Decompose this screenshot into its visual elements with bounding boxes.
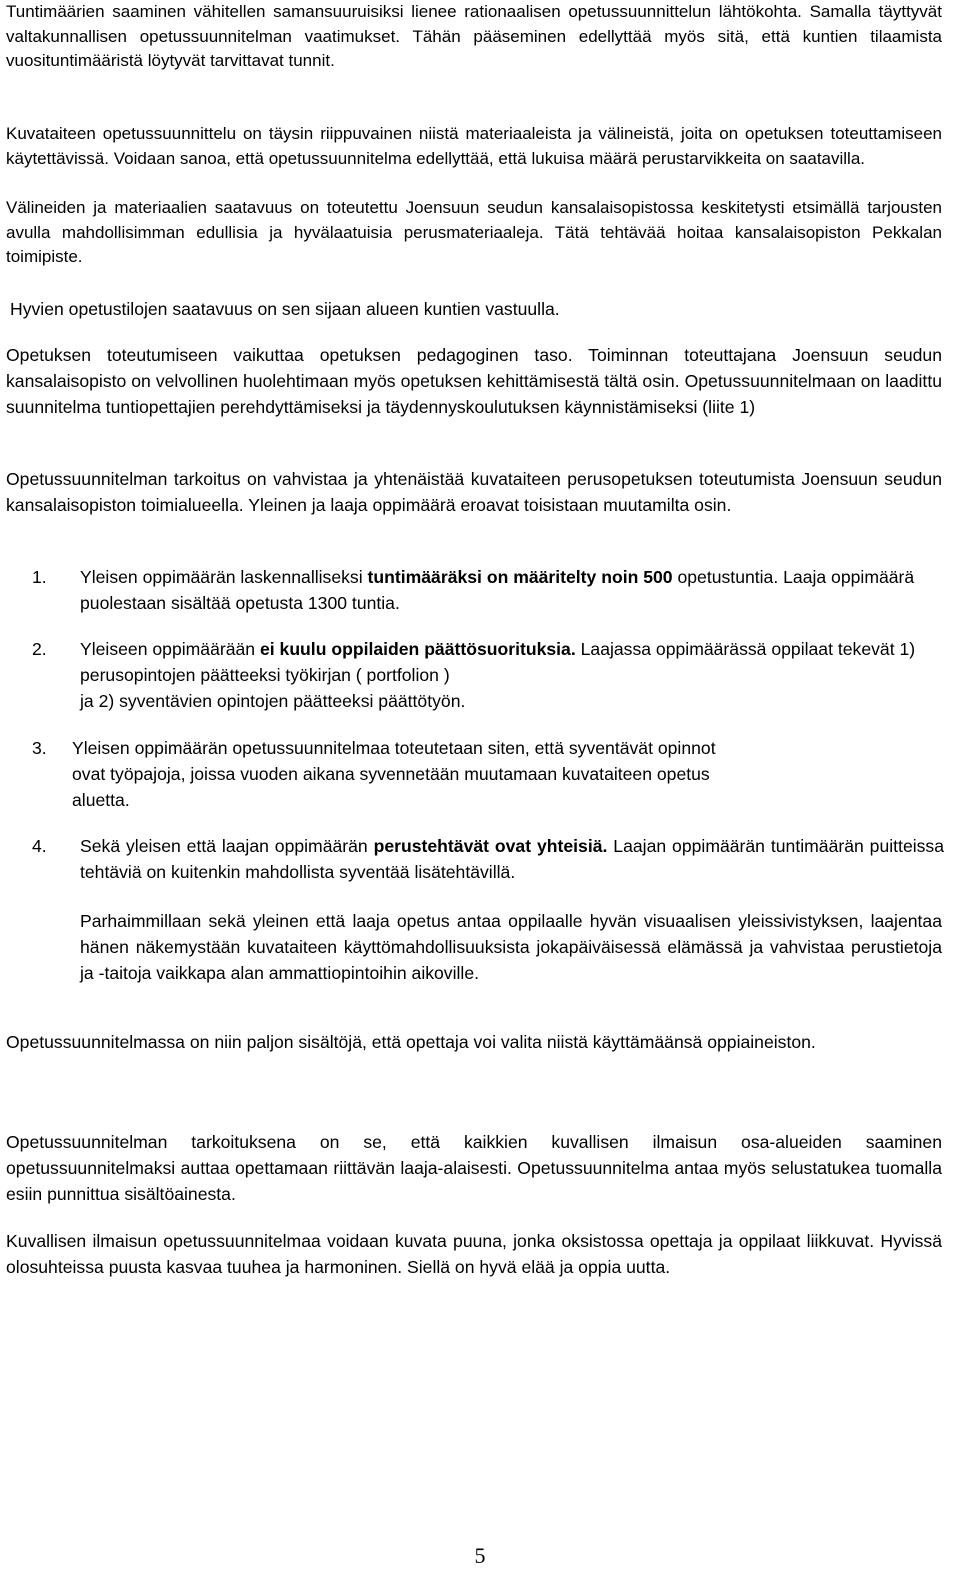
paragraph-general-education: Parhaimmillaan sekä yleinen että laaja opetus antaa oppilaalle hyvän visuaalisen yleissivistyksen, laajentaa hänen näkemystään kuvataiteen käyttömahdollisuuksista jokapäiväisessä elämässä ja vahvistaa perustietoja ja -taitoja vaikkapa alan ammattiopintoihin aikoville.	[80, 911, 942, 983]
paragraph-materials-availability: Välineiden ja materiaalien saatavuus on toteutettu Joensuun seudun kansalaisopistossa keskitetysti etsimällä tarjousten avulla mahdollisimman edullisia ja hyvälaatuisia perusmateriaaleja. Tätä tehtävää hoitaa kansalaisopiston Pekkalan toimipiste.	[6, 198, 942, 266]
list-item-text: Yleiseen oppimäärään ei kuulu oppilaiden päättösuorituksia. Laajassa oppimäärässä oppilaat tekevät 1) perusopintojen päätteeksi työkirjan ( portfolion )	[80, 639, 916, 685]
emphasis-text: perustehtävät ovat yhteisiä.	[373, 836, 608, 856]
paragraph-teaching-spaces: Hyvien opetustilojen saatavuus on sen sijaan alueen kuntien vastuulla.	[10, 299, 560, 319]
paragraph-materials-dependency: Kuvataiteen opetussuunnittelu on täysin riippuvainen niistä materiaaleista ja välineistä, joita on opetuksen toteuttamiseen käytettävissä. Voidaan sanoa, että opetussuunnitelma edellyttää, että lukuisa määrä perustarvikkeita on saatavilla.	[6, 124, 942, 168]
paragraph-hour-quotas: Tuntimäärien saaminen vähitellen samansuuruisiksi lienee rationaalisen opetussuunnittelun lähtökohta. Samalla täyttyvät valtakunnallisen opetussuunnitelman vaatimukset. Tähän pääseminen edellyttää myös sitä, että kuntien tilaamista vuosituntimääristä löytyvät tarvittavat tunnit.	[6, 2, 942, 70]
list-item	[32, 833, 944, 885]
list-item-text: Yleisen oppimäärän opetussuunnitelmaa toteutetaan siten, että syventävät opinnot	[72, 738, 716, 758]
list-item-number: 4.	[32, 836, 47, 856]
list-item	[32, 564, 944, 616]
list-item-number: 2.	[32, 639, 47, 659]
paragraph-content-choice: Opetussuunnitelmassa on niin paljon sisältöjä, että opettaja voi valita niistä käyttämäänsä oppiaineiston.	[6, 1032, 816, 1052]
paragraph-broad-teaching: Opetussuunnitelman tarkoituksena on se, että kaikkien kuvallisen ilmaisun osa-alueiden saaminen opetussuunnitelmaksi auttaa opettamaan riittävän laaja-alaisesti. Opetussuunnitelma antaa myös selustatukea tuomalla esiin punnittua sisältöainesta.	[6, 1132, 942, 1204]
list-item	[32, 636, 944, 714]
page-number: 5	[474, 1543, 486, 1568]
list-item-number: 1.	[32, 567, 47, 587]
paragraph-tree-metaphor: Kuvallisen ilmaisun opetussuunnitelmaa voidaan kuvata puuna, jonka oksistossa opettaja ja oppilaat liikkuvat. Hyvissä olosuhteissa puusta kasvaa tuuhea ja harmoninen. Siellä on hyvä elää ja oppia uutta.	[6, 1231, 942, 1277]
emphasis-text: tuntimääräksi on määritelty noin 500	[367, 567, 673, 587]
list-item-continuation: aluetta.	[72, 790, 130, 810]
paragraph-curriculum-purpose: Opetussuunnitelman tarkoitus on vahvistaa ja yhtenäistää kuvataiteen perusopetuksen toteutumista Joensuun seudun kansalaisopiston toimialueella. Yleinen ja laaja oppimäärä eroavat toisistaan muutamilta osin.	[6, 469, 942, 515]
list-item-continuation: ja 2) syventävien opintojen päätteeksi päättötyön.	[80, 691, 466, 711]
list-item	[32, 735, 944, 813]
list-item-continuation: ovat työpajoja, joissa vuoden aikana syvennetään muutamaan kuvataiteen opetus	[72, 764, 710, 784]
paragraph-pedagogical-level: Opetuksen toteutumiseen vaikuttaa opetuksen pedagoginen taso. Toiminnan toteuttajana Joensuun seudun kansalaisopisto on velvollinen huolehtimaan myös opetuksen kehittämisestä tältä osin. Opetussuunnitelmaan on laadittu suunnitelma tuntiopettajien perehdyttämiseksi ja täydennyskoulutuksen käynnistämiseksi (liite 1)	[6, 345, 942, 417]
list-item-text: Sekä yleisen että laajan oppimäärän perustehtävät ovat yhteisiä. Laajan oppimäärän tuntimäärän puitteissa tehtäviä on kuitenkin mahdollista syventää lisätehtävillä.	[80, 836, 945, 882]
list-item-number: 3.	[32, 738, 47, 758]
list-item-text: Yleisen oppimäärän laskennalliseksi tuntimääräksi on määritelty noin 500 opetustuntia. Laaja oppimäärä puolestaan sisältää opetusta 1300 tuntia.	[80, 567, 915, 613]
emphasis-text: ei kuulu oppilaiden päättösuorituksia.	[259, 639, 576, 659]
